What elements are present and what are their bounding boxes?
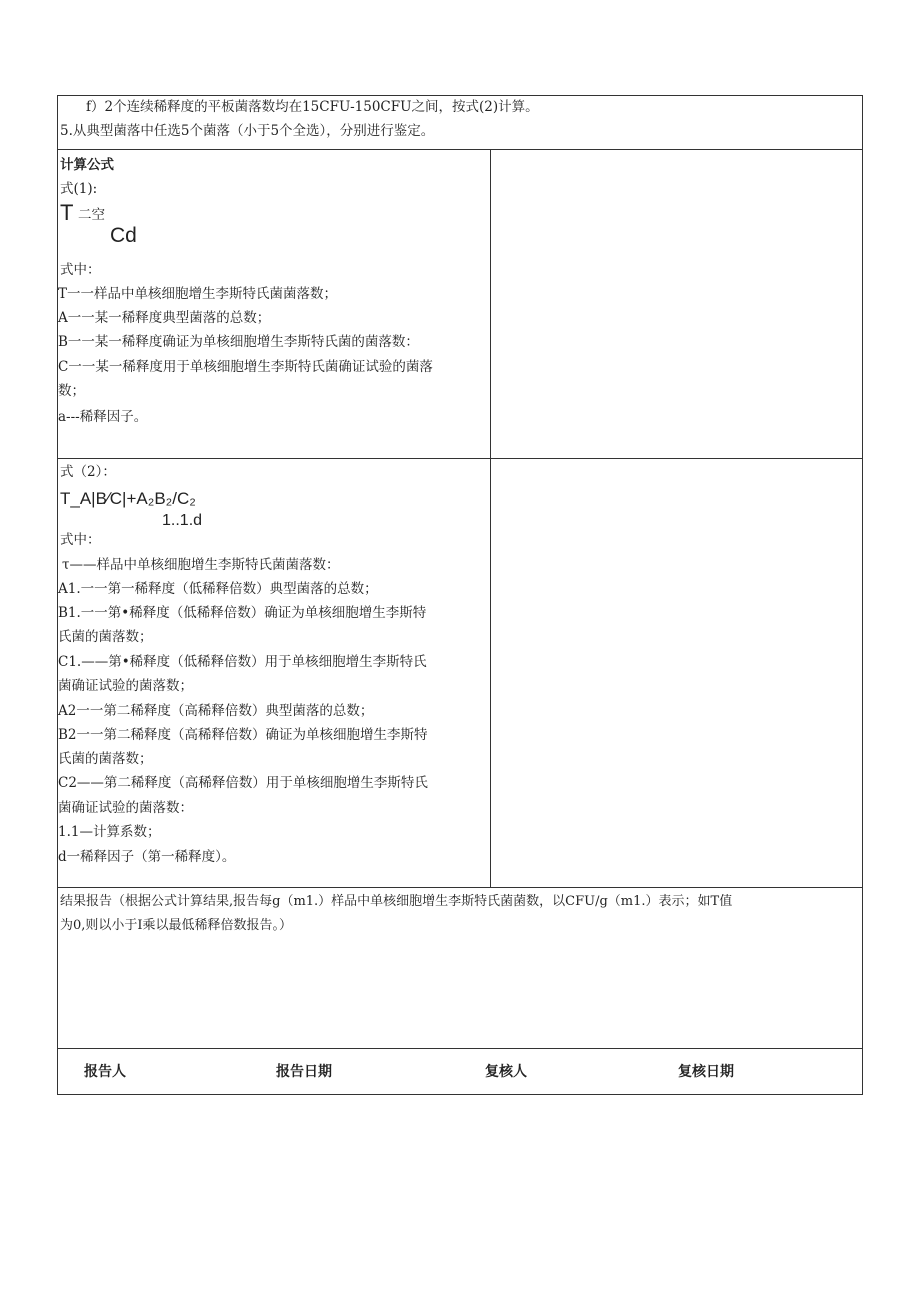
divider xyxy=(58,1048,862,1049)
formula2-def: 氏菌的菌落数； xyxy=(58,629,153,645)
formula2-label: 式（2）： xyxy=(60,464,116,480)
formula1-label: 式(1): xyxy=(60,181,98,197)
formula1-numerator: 二空 xyxy=(78,207,105,223)
formula2-def: d一稀释因子（第一稀释度）。 xyxy=(58,849,236,865)
formula2-def: τ——样品中单核细胞增生李斯特氏菌菌落数： xyxy=(62,557,340,573)
divider xyxy=(58,149,862,150)
formula2-def: C2——第二稀释度（高稀释倍数）用于单核细胞增生李斯特氏 xyxy=(58,775,428,791)
report-table xyxy=(57,95,863,1095)
formula2-def: 氏菌的菌落数； xyxy=(58,751,153,767)
formula2-def: B1.一一第•稀释度（低稀释倍数）确证为单核细胞增生李斯特 xyxy=(58,605,427,621)
formula2-def: A2一一第二稀释度（高稀释倍数）典型菌落的总数； xyxy=(58,703,374,719)
formula1-def: T一一样品中单核细胞增生李斯特氏菌菌落数； xyxy=(58,286,338,302)
formula1-def: a---稀释因子。 xyxy=(58,409,148,425)
reporter-label: 报告人 xyxy=(84,1064,126,1080)
formula1-def: B一一某一稀释度确证为单核细胞增生李斯特氏菌的菌落数： xyxy=(58,334,419,350)
result-report-line-1: 结果报告（根据公式计算结果,报告每g（m1.）样品中单核细胞增生李斯特氏菌菌数，以CFU/g（m1.）表示；如T值 xyxy=(60,894,733,909)
formula1-T: T xyxy=(60,200,74,225)
intro-line-1: f）2个连续稀释度的平板菌落数均在15CFU-150CFU之间，按式(2)计算。 xyxy=(86,99,539,115)
formula1-denominator: Cd xyxy=(110,224,137,247)
formula2-def: C1.——第•稀释度（低稀释倍数）用于单核细胞增生李斯特氏 xyxy=(58,654,427,670)
report-date-label: 报告日期 xyxy=(276,1064,332,1080)
divider xyxy=(58,887,862,888)
review-date-label: 复核日期 xyxy=(678,1064,734,1080)
divider xyxy=(58,458,862,459)
formula2-def: 菌确证试验的菌落数； xyxy=(58,678,193,694)
formula2-denominator: 1..1.d xyxy=(162,512,203,529)
formula2-def: B2一一第二稀释度（高稀释倍数）确证为单核细胞增生李斯特 xyxy=(58,727,428,743)
formula-heading: 计算公式 xyxy=(60,157,114,173)
formula1-def: A一一某一稀释度典型菌落的总数； xyxy=(58,310,271,326)
formula1-def: C一一某一稀释度用于单核细胞增生李斯特氏菌确证试验的菌落 xyxy=(58,359,433,375)
formula1-where: 式中： xyxy=(60,262,101,278)
formula2-def: 菌确证试验的菌落数： xyxy=(58,800,193,816)
intro-line-2: 5.从典型菌落中任选5个菌落（小于5个全选），分别进行鉴定。 xyxy=(60,123,435,139)
formula2-numerator: T_A|B∕C|+A₂B₂/C₂ xyxy=(60,489,196,508)
formula2-where: 式中： xyxy=(60,532,101,548)
formula2-def: A1.一一第一稀释度（低稀释倍数）典型菌落的总数； xyxy=(58,581,378,597)
formula1-def: 数； xyxy=(58,383,85,399)
formula2-def: 1.1—计算系数； xyxy=(58,824,161,840)
result-report-line-2: 为0,则以小于I乘以最低稀释倍数报告。） xyxy=(60,918,293,933)
column-divider xyxy=(490,149,491,887)
reviewer-label: 复核人 xyxy=(485,1064,527,1080)
